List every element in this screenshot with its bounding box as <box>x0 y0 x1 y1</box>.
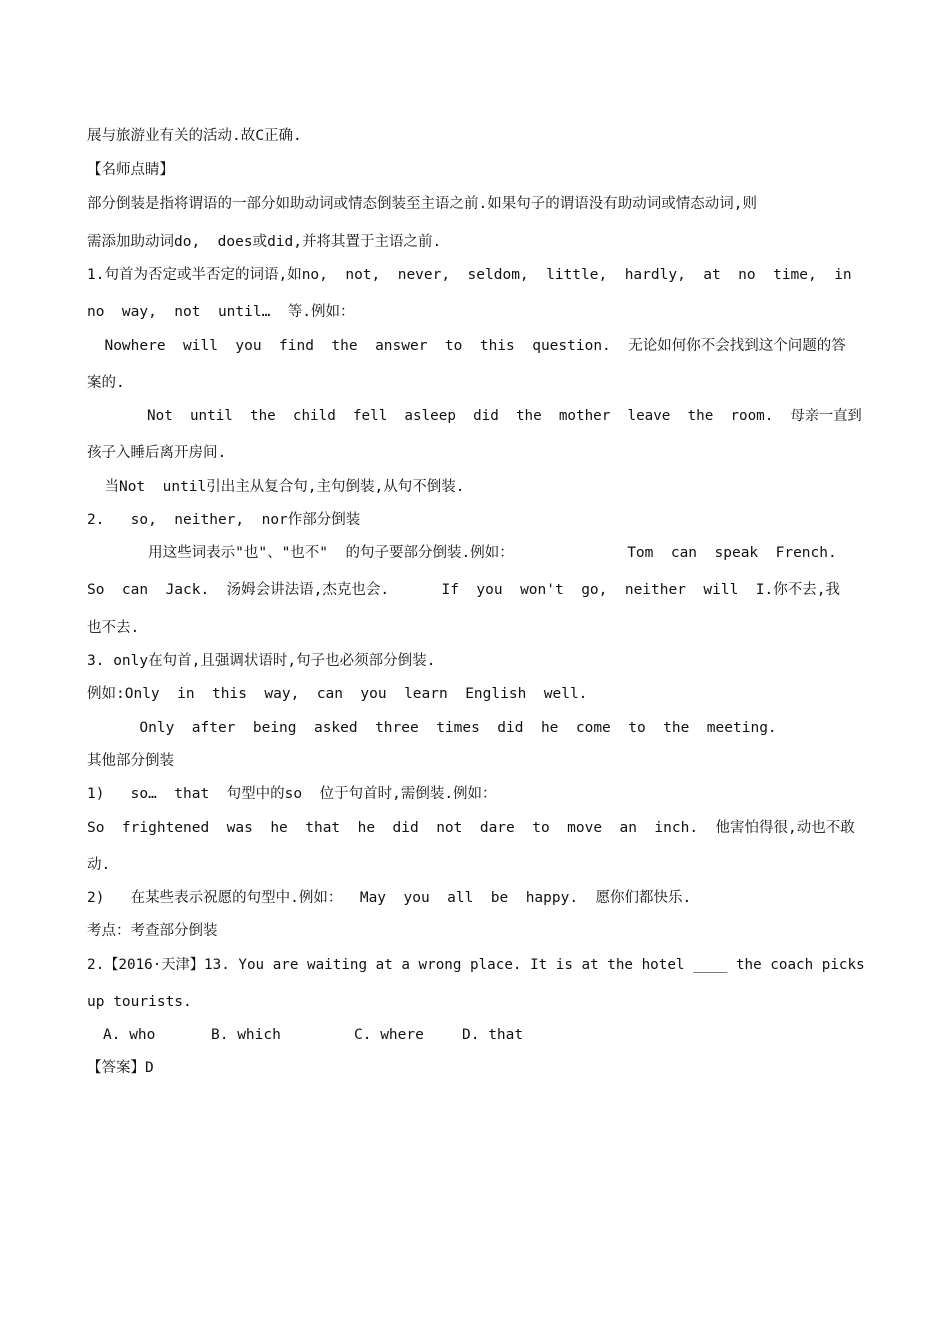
text-line: 需添加助动词do, does或did,并将其置于主语之前. <box>87 234 442 250</box>
text-line: 用这些词表示"也"、"也不" 的句子要部分倒装.例如： Tom can speak French. <box>87 545 837 561</box>
text-line: 考点：考查部分倒装 <box>87 923 218 939</box>
text-line: 孩子入睡后离开房间. <box>87 445 227 461</box>
text-line: So can Jack. 汤姆会讲法语,杰克也会. If you won't go, neither will I.你不去,我 <box>87 582 840 598</box>
text-line: 部分倒装是指将谓语的一部分如助动词或情态倒装至主语之前.如果句子的谓语没有助动词或情态动词,则 <box>87 196 757 212</box>
text-line: 2) 在某些表示祝愿的句型中.例如： May you all be happy. 愿你们都快乐. <box>87 890 692 906</box>
text-line: 2. so, neither, nor作部分倒装 <box>87 512 361 528</box>
text-line: Only after being asked three times did he come to the meeting. <box>87 720 777 736</box>
section-heading: 【名师点睛】 <box>87 162 174 178</box>
question-text: up tourists. <box>87 994 192 1010</box>
text-line: 案的. <box>87 375 125 391</box>
option-d: D. that <box>462 1027 524 1043</box>
option-c: C. where <box>354 1027 424 1043</box>
option-a: A. who <box>103 1027 156 1043</box>
text-line: 也不去. <box>87 620 140 636</box>
text-line: 展与旅游业有关的活动.故C正确. <box>87 128 302 144</box>
text-line: So frightened was he that he did not dare to move an inch. 他害怕得很,动也不敢 <box>87 820 855 836</box>
question-text: 2.【2016·天津】13. You are waiting at a wrong place. It is at the hotel ____ the coach picks <box>87 957 865 973</box>
text-line: Not until the child fell asleep did the mother leave the room. 母亲一直到 <box>87 408 862 424</box>
option-b: B. which <box>211 1027 281 1043</box>
text-line: 动. <box>87 857 111 873</box>
text-line: 3. only在句首,且强调状语时,句子也必须部分倒装. <box>87 653 436 669</box>
text-line: Nowhere will you find the answer to this question. 无论如何你不会找到这个问题的答 <box>87 338 846 354</box>
text-line: 例如:Only in this way, can you learn English well. <box>87 686 588 702</box>
section-heading: 其他部分倒装 <box>87 753 174 769</box>
text-line: no way, not until… 等.例如： <box>87 304 355 320</box>
text-line: 1.句首为否定或半否定的词语,如no, not, never, seldom, little, hardly, at no time, in <box>87 267 852 283</box>
text-line: 1) so… that 句型中的so 位于句首时,需倒装.例如： <box>87 786 497 802</box>
answer-line: 【答案】D <box>87 1060 154 1076</box>
text-line: 当Not until引出主从复合句,主句倒装,从句不倒装. <box>87 479 465 495</box>
